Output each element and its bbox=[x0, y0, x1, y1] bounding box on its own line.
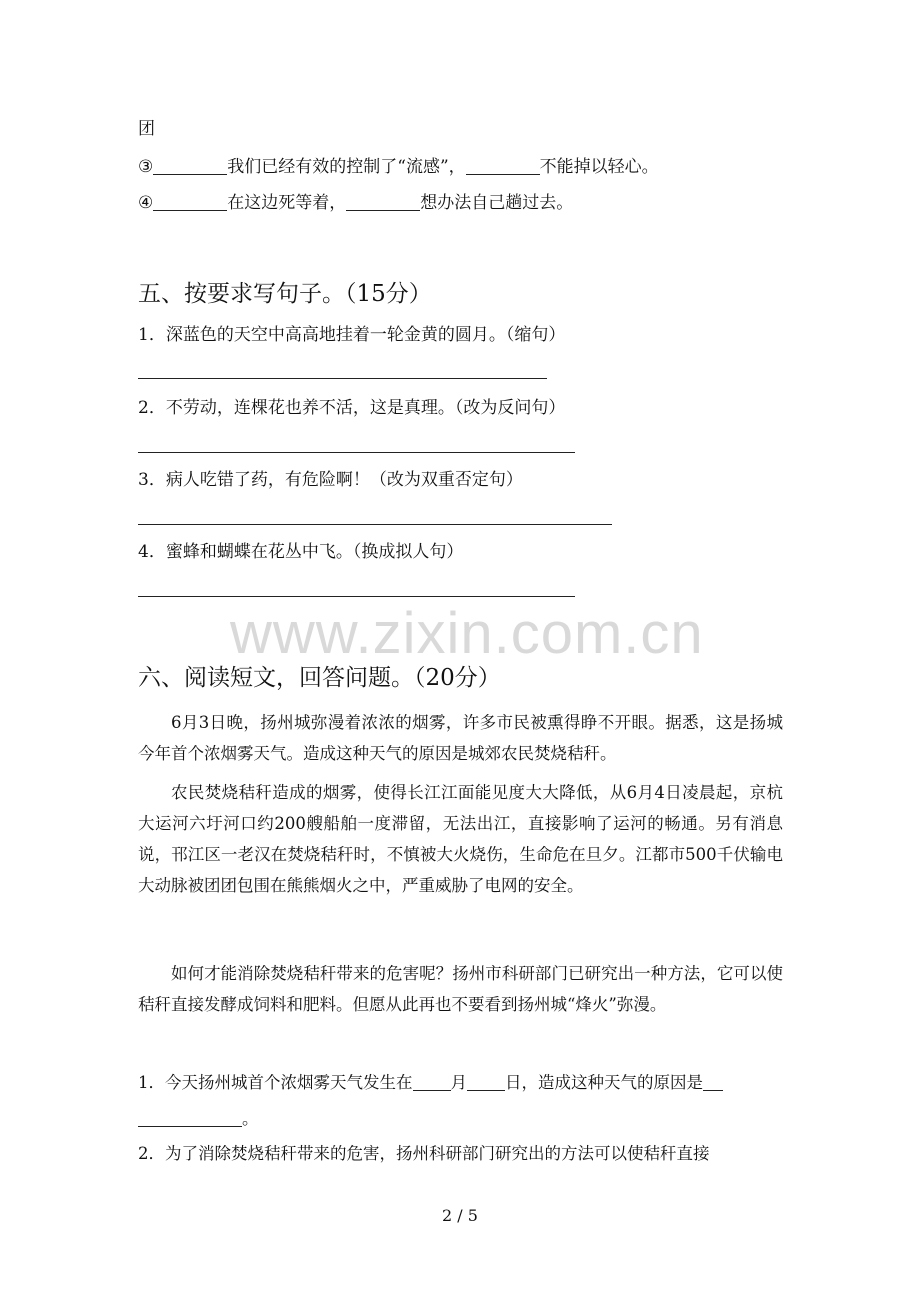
q1-text-b: 月 bbox=[450, 1073, 467, 1092]
q1-text-d: 。 bbox=[242, 1109, 259, 1128]
section6-question-2: 2．为了消除焚烧秸秆带来的危害，扬州科研部门研究出的方法可以使秸秆直接 bbox=[138, 1144, 710, 1163]
section6-title: 六、阅读短文，回答问题。（20分） bbox=[138, 665, 501, 691]
q1-text-a: 1．今天扬州城首个浓烟雾天气发生在 bbox=[138, 1073, 413, 1092]
item-4-number: ④ bbox=[138, 193, 154, 213]
section5-title: 五、按要求写句子。（15分） bbox=[138, 281, 432, 307]
answer-blank[interactable] bbox=[153, 192, 227, 211]
section6-question-1 bbox=[138, 1071, 723, 1095]
q1-text-c: 日，造成这种天气的原因是 bbox=[505, 1073, 703, 1092]
section4-tail-text: 团 bbox=[138, 119, 155, 139]
reason-blank[interactable] bbox=[138, 1108, 242, 1127]
section4-item-3 bbox=[138, 155, 659, 179]
item-3-text: 我们已经有效的控制了“流感”， bbox=[227, 157, 466, 177]
month-blank[interactable] bbox=[413, 1072, 451, 1091]
page-number: 2 / 5 bbox=[442, 1206, 478, 1225]
section4-item-4 bbox=[138, 191, 573, 215]
reading-paragraph-2: 农民焚烧秸秆造成的烟雾，使得长江江面能见度大大降低，从6月4日凌晨起，京杭大运河六圩河口约200艘船舶一度滞留，无法出江，直接影响了运河的畅通。另有消息说，邗江区一老汉在焚烧秸秆时，不慎被大火烧伤，生命危在旦夕。江都市500千伏输电大动脉被团团包围在熊熊烟火之中，严重威胁了电网的安全。 bbox=[138, 783, 783, 895]
answer-blank[interactable] bbox=[466, 156, 540, 175]
reason-blank-start[interactable] bbox=[703, 1072, 723, 1091]
item-4-end: 想办法自己趟过去。 bbox=[420, 193, 574, 213]
day-blank[interactable] bbox=[467, 1072, 505, 1091]
section5-question-1: 1．深蓝色的天空中高高地挂着一轮金黄的圆月。（缩句） bbox=[138, 325, 566, 345]
section5-question-2: 2．不劳动，连棵花也养不活，这是真理。（改为反问句） bbox=[138, 398, 566, 418]
answer-line-4[interactable] bbox=[138, 596, 575, 597]
item-4-text: 在这边死等着， bbox=[227, 193, 347, 213]
answer-line-2[interactable] bbox=[138, 452, 575, 453]
item-3-number: ③ bbox=[138, 157, 154, 177]
section5-question-3: 3．病人吃错了药，有危险啊！（改为双重否定句） bbox=[138, 470, 523, 490]
watermark-text: www.zixin.com.cn bbox=[230, 601, 704, 666]
item-3-end: 不能掉以轻心。 bbox=[539, 157, 659, 177]
reading-paragraph-3: 如何才能消除焚烧秸秆带来的危害呢？扬州市科研部门已研究出一种方法，它可以使秸秆直接发酵成饲料和肥料。但愿从此再也不要看到扬州城“烽火”弥漫。 bbox=[138, 964, 783, 1014]
section6-question-1-continuation bbox=[138, 1107, 259, 1131]
reading-paragraph-1: 6月3日晚，扬州城弥漫着浓浓的烟雾，许多市民被熏得睁不开眼。据悉，这是扬城今年首个浓烟雾天气。造成这种天气的原因是城郊农民焚烧秸秆。 bbox=[138, 713, 783, 763]
section5-question-4: 4．蜜蜂和蝴蝶在花丛中飞。（换成拟人句） bbox=[138, 542, 464, 562]
answer-line-3[interactable] bbox=[138, 524, 612, 525]
answer-blank[interactable] bbox=[346, 192, 420, 211]
answer-line-1[interactable] bbox=[138, 378, 547, 379]
answer-blank[interactable] bbox=[153, 156, 227, 175]
